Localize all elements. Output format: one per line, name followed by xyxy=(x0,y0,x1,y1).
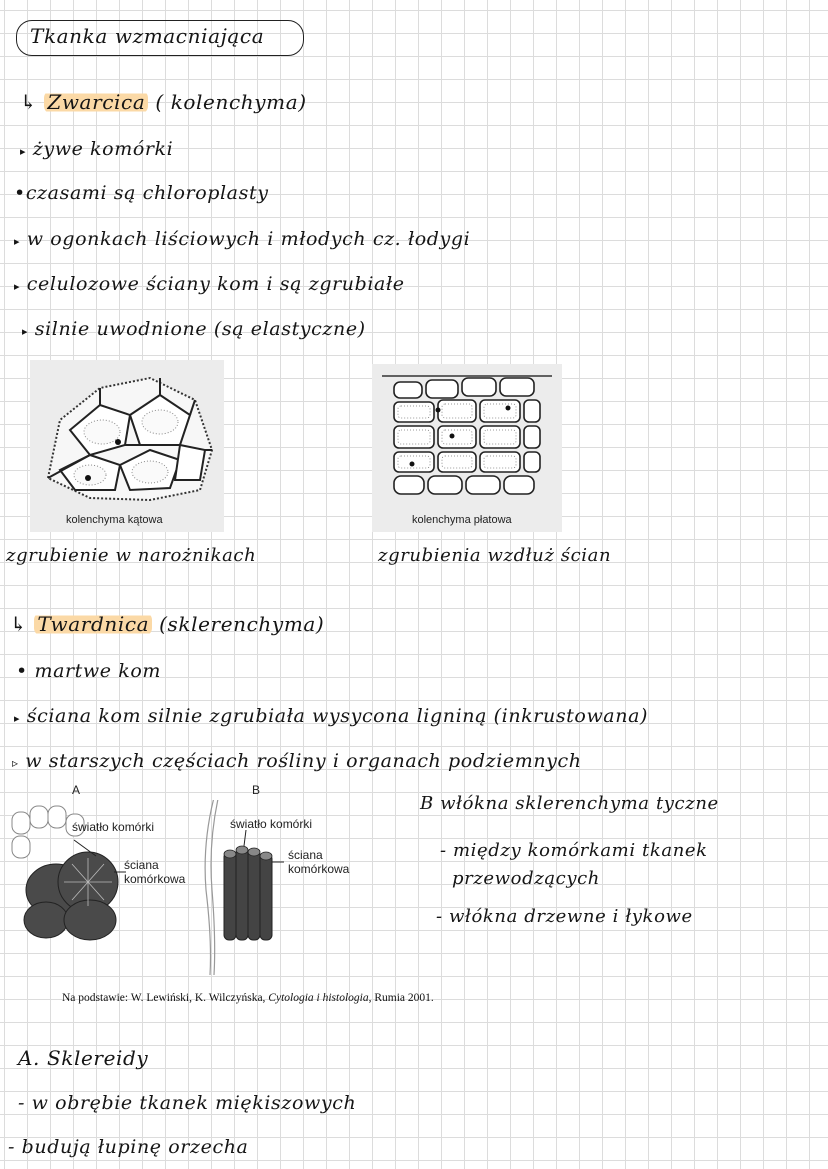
highlight-twardnica: Twardnica xyxy=(34,612,152,636)
label-b-lumen: światło komórki xyxy=(230,817,313,831)
section-collenchyma-heading xyxy=(20,90,307,114)
figure-label-a: A xyxy=(72,783,81,797)
notes-a-line1: - w obrębie tkanek miękiszowych xyxy=(18,1092,357,1114)
list-item: ▸ w ogonkach liściowych i młodych cz. łodygi xyxy=(14,228,471,250)
notes-a-heading: A. Sklereidy xyxy=(18,1046,149,1070)
label-a-lumen: światło komórki xyxy=(72,820,155,834)
section-sclerenchyma-heading xyxy=(10,612,324,636)
list-item: ▸ celulozowe ściany kom i są zgrubiałe xyxy=(14,273,405,295)
caption-kolenchyma-platowa: kolenchyma płatowa xyxy=(412,514,512,526)
heading-rest: (sklerenchyma) xyxy=(159,612,325,636)
list-item: ▹ w starszych częściach rośliny i organach podziemnych xyxy=(12,750,582,772)
note-wall-thickening: zgrubienia wzdłuż ścian xyxy=(378,545,612,566)
heading-rest: ( kolenchyma) xyxy=(155,90,307,114)
sclerenchyma-illustration xyxy=(6,800,406,980)
notes-b-line3: - włókna drzewne i łykowe xyxy=(436,906,693,927)
list-item: ▸ żywe komórki xyxy=(20,138,174,160)
arrow-icon: ↳ xyxy=(20,90,38,114)
lamellar-collenchyma-illustration xyxy=(372,364,562,508)
notes-b-heading: B włókna sklerenchyma tyczne xyxy=(420,793,719,814)
page-title: Tkanka wzmacniająca xyxy=(30,24,265,48)
label-a-wall: ściana komórkowa xyxy=(124,858,186,886)
caption-kolenchyma-katowa: kolenchyma kątowa xyxy=(66,514,163,526)
figure-lamellar-collenchyma xyxy=(372,364,562,532)
angular-collenchyma-illustration xyxy=(30,360,224,510)
notes-b-line1: - między komórkami tkanek xyxy=(440,840,708,861)
list-item: • martwe kom xyxy=(16,660,162,682)
label-b-wall: ściana komórkowa xyxy=(288,848,350,876)
notes-a-line2: - budują łupinę orzecha xyxy=(8,1136,249,1158)
list-item: ▸ ściana kom silnie zgrubiała wysycona ligniną (inkrustowana) xyxy=(14,705,649,727)
note-corners-thickening: zgrubienie w narożnikach xyxy=(6,545,257,566)
list-item: ▸ silnie uwodnione (są elastyczne) xyxy=(22,318,366,340)
notes-b-line2: przewodzących xyxy=(452,868,600,889)
figure-angular-collenchyma xyxy=(30,360,224,532)
list-item: •czasami są chloroplasty xyxy=(14,182,269,204)
arrow-icon: ↳ xyxy=(10,612,28,636)
source-citation: Na podstawie: W. Lewiński, K. Wilczyńska, Cytologia i histologia, Rumia 2001. xyxy=(62,992,434,1004)
figure-label-b: B xyxy=(252,783,261,797)
highlight-zwarcica: Zwarcica xyxy=(44,90,148,114)
